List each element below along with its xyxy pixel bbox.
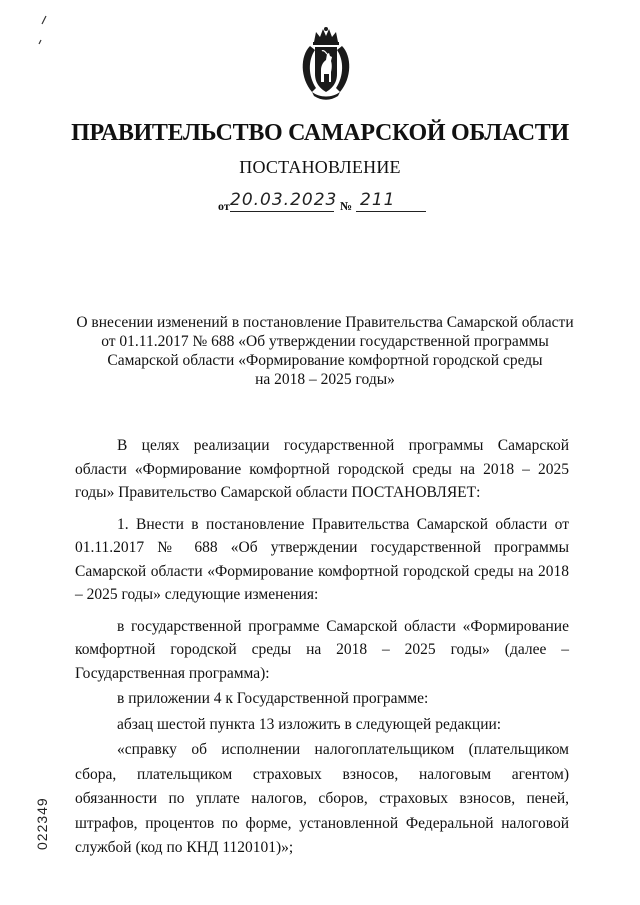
body-paragraph: в приложении 4 к Государственной программе: bbox=[117, 690, 429, 707]
date-number-line bbox=[218, 190, 438, 216]
body-paragraph: 1. Внести в постановление Правительства Самарской области от 01.11.2017 № 688 «Об утверждении государственной программы Самарской области «Формирование комфортной городской среды на 2018 – 2025 годы» следующие изменения: bbox=[75, 515, 569, 603]
handwritten-number: 211 bbox=[360, 190, 396, 210]
number-underline bbox=[356, 211, 426, 212]
body-paragraph: В целях реализации государственной программы Самарской области «Формирование комфортной городской среды на 2018 – 2025 годы» Правительство Самарской области ПОСТАНОВЛЯЕТ: bbox=[75, 437, 569, 501]
date-label: от bbox=[218, 199, 230, 213]
subject-line: О внесении изменений в постановление Правительства Самарской области bbox=[76, 314, 574, 331]
document-type: ПОСТАНОВЛЕНИЕ bbox=[239, 157, 401, 177]
margin-serial-number: 022349 bbox=[34, 797, 50, 850]
subject-line: от 01.11.2017 № 688 «Об утверждении государственной программы bbox=[101, 333, 549, 350]
document-body bbox=[75, 434, 569, 861]
subject-line: на 2018 – 2025 годы» bbox=[255, 371, 395, 388]
body-paragraph: абзац шестой пункта 13 изложить в следующей редакции: bbox=[117, 715, 502, 733]
margin-number-wrap bbox=[34, 770, 54, 850]
government-title: ПРАВИТЕЛЬСТВО САМАРСКОЙ ОБЛАСТИ bbox=[71, 120, 569, 146]
handwritten-date: 20.03.2023 bbox=[230, 190, 338, 210]
number-label: № bbox=[340, 199, 353, 213]
body-paragraph: в государственной программе Самарской области «Формирование комфортной городской среды на 2018 – 2025 годы» (далее – Государственная программа): bbox=[75, 617, 569, 682]
corner-pen-mark bbox=[36, 14, 50, 50]
body-paragraph: «справку об исполнении налогоплательщиком (плательщиком сбора, плательщиком страховых взносов, налоговым агентом) обязанности по уплате налогов, сборов, страховых взносов, пеней, штрафов, процентов по форме, установленной Федеральной налоговой службой (код по КНД 1120101)»; bbox=[75, 741, 569, 856]
samara-coat-of-arms-icon bbox=[296, 26, 356, 102]
date-underline bbox=[230, 211, 334, 212]
subject-line: Самарской области «Формирование комфортной городской среды bbox=[107, 352, 543, 369]
document-subject bbox=[60, 313, 590, 389]
